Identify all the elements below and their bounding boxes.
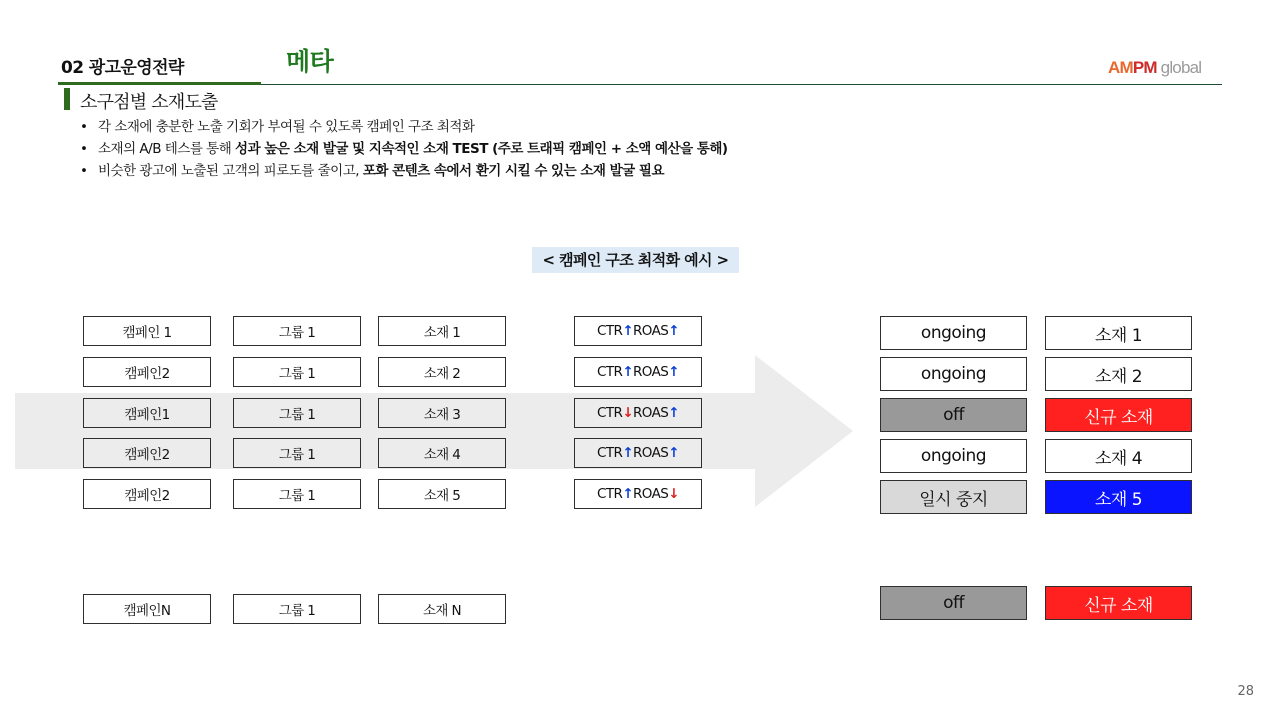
roas-label: ROAS	[633, 445, 669, 461]
group-cell: 그룹 1	[233, 438, 361, 468]
arrow-up-icon: ↑	[622, 323, 634, 339]
metric-cell	[574, 398, 702, 428]
metric-cell	[574, 357, 702, 387]
group-cell: 그룹 1	[233, 479, 361, 509]
header-divider	[261, 84, 1222, 85]
status-cell: ongoing	[880, 316, 1027, 350]
status-cell: ongoing	[880, 439, 1027, 473]
campaign-cell: 캠페인2	[83, 438, 211, 468]
bullet-list	[80, 116, 728, 182]
creative-cell: 소재 1	[378, 316, 506, 346]
group-cell: 그룹 1	[233, 357, 361, 387]
ctr-label: CTR	[597, 445, 623, 461]
bullet-item: • 각 소재에 충분한 노출 기회가 부여될 수 있도록 캠페인 구조 최적화	[80, 116, 728, 138]
result-cell: 신규 소재	[1045, 398, 1192, 432]
campaign-cell: 캠페인2	[83, 357, 211, 387]
section-title: 02 광고운영전략	[61, 58, 184, 78]
result-cell: 신규 소재	[1045, 586, 1192, 620]
status-cell: off	[880, 398, 1027, 432]
arrow-up-icon: ↑	[622, 486, 634, 502]
creative-cell: 소재 3	[378, 398, 506, 428]
result-cell: 소재 1	[1045, 316, 1192, 350]
arrow-up-icon: ↑	[622, 445, 634, 461]
arrow-up-icon: ↑	[668, 364, 679, 380]
ampm-global-logo: AMPM global	[1108, 58, 1202, 77]
campaign-cell: 캠페인 1	[83, 316, 211, 346]
bullet-item: • 소재의 A/B 테스를 통해 성과 높은 소재 발굴 및 지속적인 소재 TEST (주로 트래픽 캠페인 + 소액 예산을 통해)	[80, 138, 728, 160]
arrow-up-icon: ↑	[668, 405, 679, 421]
ctr-label: CTR	[597, 323, 623, 339]
brand-title: 메타	[286, 47, 334, 76]
creative-cell: 소재 N	[378, 594, 506, 624]
header-accent-line	[58, 82, 261, 85]
roas-label: ROAS	[633, 323, 669, 339]
result-cell: 소재 2	[1045, 357, 1192, 391]
campaign-cell: 캠페인1	[83, 398, 211, 428]
subtitle-accent-bar	[64, 88, 70, 110]
metric-cell	[574, 438, 702, 468]
bullet-item: • 비슷한 광고에 노출된 고객의 피로도를 줄이고, 포화 콘텐츠 속에서 환기 시킬 수 있는 소재 발굴 필요	[80, 160, 728, 182]
arrow-down-icon: ↓	[668, 486, 679, 502]
roas-label: ROAS	[633, 486, 669, 502]
metric-cell	[574, 479, 702, 509]
arrow-up-icon: ↑	[668, 323, 679, 339]
group-cell: 그룹 1	[233, 594, 361, 624]
status-cell: ongoing	[880, 357, 1027, 391]
result-cell: 소재 5	[1045, 480, 1192, 514]
result-cell: 소재 4	[1045, 439, 1192, 473]
example-title: < 캠페인 구조 최적화 예시 >	[532, 247, 739, 273]
metric-cell	[574, 316, 702, 346]
campaign-cell: 캠페인N	[83, 594, 211, 624]
subtitle: 소구점별 소재도출	[80, 92, 218, 113]
campaign-cell: 캠페인2	[83, 479, 211, 509]
ctr-label: CTR	[597, 405, 623, 421]
roas-label: ROAS	[633, 364, 669, 380]
ctr-label: CTR	[597, 364, 623, 380]
arrow-up-icon: ↑	[668, 445, 679, 461]
roas-label: ROAS	[633, 405, 669, 421]
creative-cell: 소재 2	[378, 357, 506, 387]
ctr-label: CTR	[597, 486, 623, 502]
status-cell: 일시 중지	[880, 480, 1027, 514]
status-cell: off	[880, 586, 1027, 620]
creative-cell: 소재 4	[378, 438, 506, 468]
group-cell: 그룹 1	[233, 316, 361, 346]
arrow-down-icon: ↓	[622, 405, 634, 421]
creative-cell: 소재 5	[378, 479, 506, 509]
page-number: 28	[1237, 684, 1254, 699]
arrow-up-icon: ↑	[622, 364, 634, 380]
group-cell: 그룹 1	[233, 398, 361, 428]
